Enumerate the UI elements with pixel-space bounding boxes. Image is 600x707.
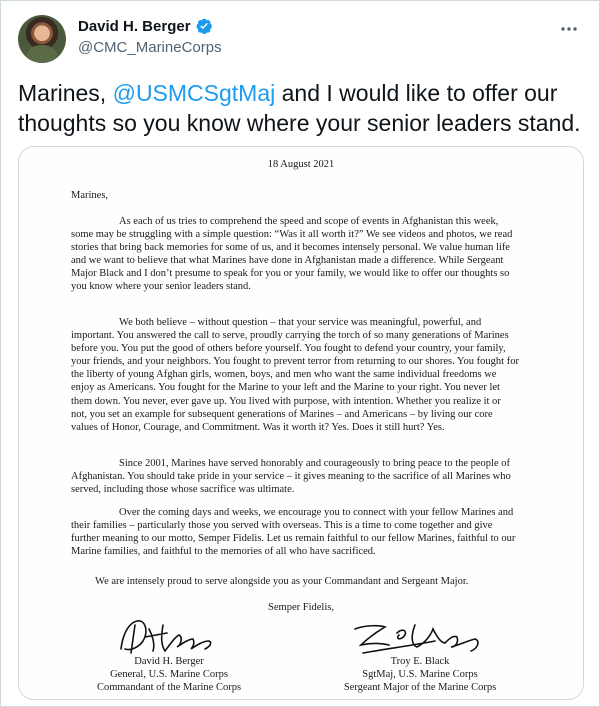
signature-block-left [89,615,249,694]
signer-name: Troy E. Black [390,656,450,667]
letter-closing: Semper Fidelis, [268,602,334,613]
tweet-text-start: Marines, [18,80,113,106]
letter-date: 18 August 2021 [267,159,335,170]
signer-title: SgtMaj, U.S. Marine Corps [362,669,478,681]
more-options-icon[interactable] [557,19,581,39]
signer-lines-right [335,655,505,694]
author-handle[interactable]: @CMC_MarineCorps [78,38,222,56]
signer-role: Sergeant Major of the Marine Corps [343,682,497,694]
signer-name: David H. Berger [134,656,204,667]
author-display-name[interactable]: David H. Berger [78,17,191,35]
avatar[interactable] [18,15,66,63]
signature-berger [109,615,229,659]
letter-salutation: Marines, [71,190,109,201]
letter-paragraph: We are intensely proud to serve alongside you as your Commandant and Sergeant Major. [95,576,469,587]
letter-image[interactable] [18,146,584,700]
tweet-text [18,78,588,138]
author-name-row[interactable] [78,17,213,35]
signer-lines-left [89,655,249,694]
letter-paragraph: As each of us tries to comprehend the speed and scope of events in Afghanistan this week, some may be struggling with a simple question: “Was it all worth it?” We see videos and photos, we read stories that bring back memories for some of us, and it becomes intensely personal. We value human life and we want to believe that what Marines have done in Afghanistan made a difference. While Sergeant Major Black and I don’t presume to speak for you or your family, we would like to offer our thoughts so you know where your senior leaders stand. [71,216,513,293]
signature-black [345,615,495,659]
verified-badge-icon [195,17,213,35]
author-info [78,17,222,56]
tweet-text-end: and I would like to offer our thoughts so you know where your senior leaders stand. [18,80,581,136]
tweet-header [18,15,585,61]
letter-paragraph: Over the coming days and weeks, we encourage you to connect with your fellow Marines and their families – particularly those you served with overseas. This is a time to come together and give further meaning to our motto, Semper Fidelis. Let us remain faithful to our fellow Marines, faithful to our Marine families, and faithful to the memories of all who have sacrificed. [71,507,516,558]
mention-link[interactable]: @USMCSgtMaj [112,80,276,106]
letter-document [19,147,583,699]
letter-paragraph: Since 2001, Marines have served honorably and courageously to bring peace to the people of Afghanistan. You should take pride in your service – it gives meaning to the sacrifice of all Marines who served, including those whose sacrifice was ultimate. [71,458,511,496]
signature-block-right [335,615,505,694]
letter-paragraph: We both believe – without question – that your service was meaningful, powerful, and important. You answered the call to serve, proudly carrying the torch of so many generations of Marines before you. You put the good of others before yourself. You fought to defend your country, your family, your friends, and your neighbors. You fought to prevent terror from returning to our shores. You fought for the liberty of young Afghan girls, women, boys, and men who want the same individual freedoms we enjoy as Americans. You fought for the Marine to your left and the Marine to your right. You never let them down. You never, ever gave up. You lived with purpose, with intention. Whether you realize it or not, you set an example for subsequent generations of Marines – and Americans – by living our core values of Honor, Courage, and Commitment. Was it worth it? Yes. Does it still hurt? Yes. [71,317,519,433]
signer-role: Commandant of the Marine Corps [96,682,242,694]
signer-title: General, U.S. Marine Corps [110,669,228,681]
